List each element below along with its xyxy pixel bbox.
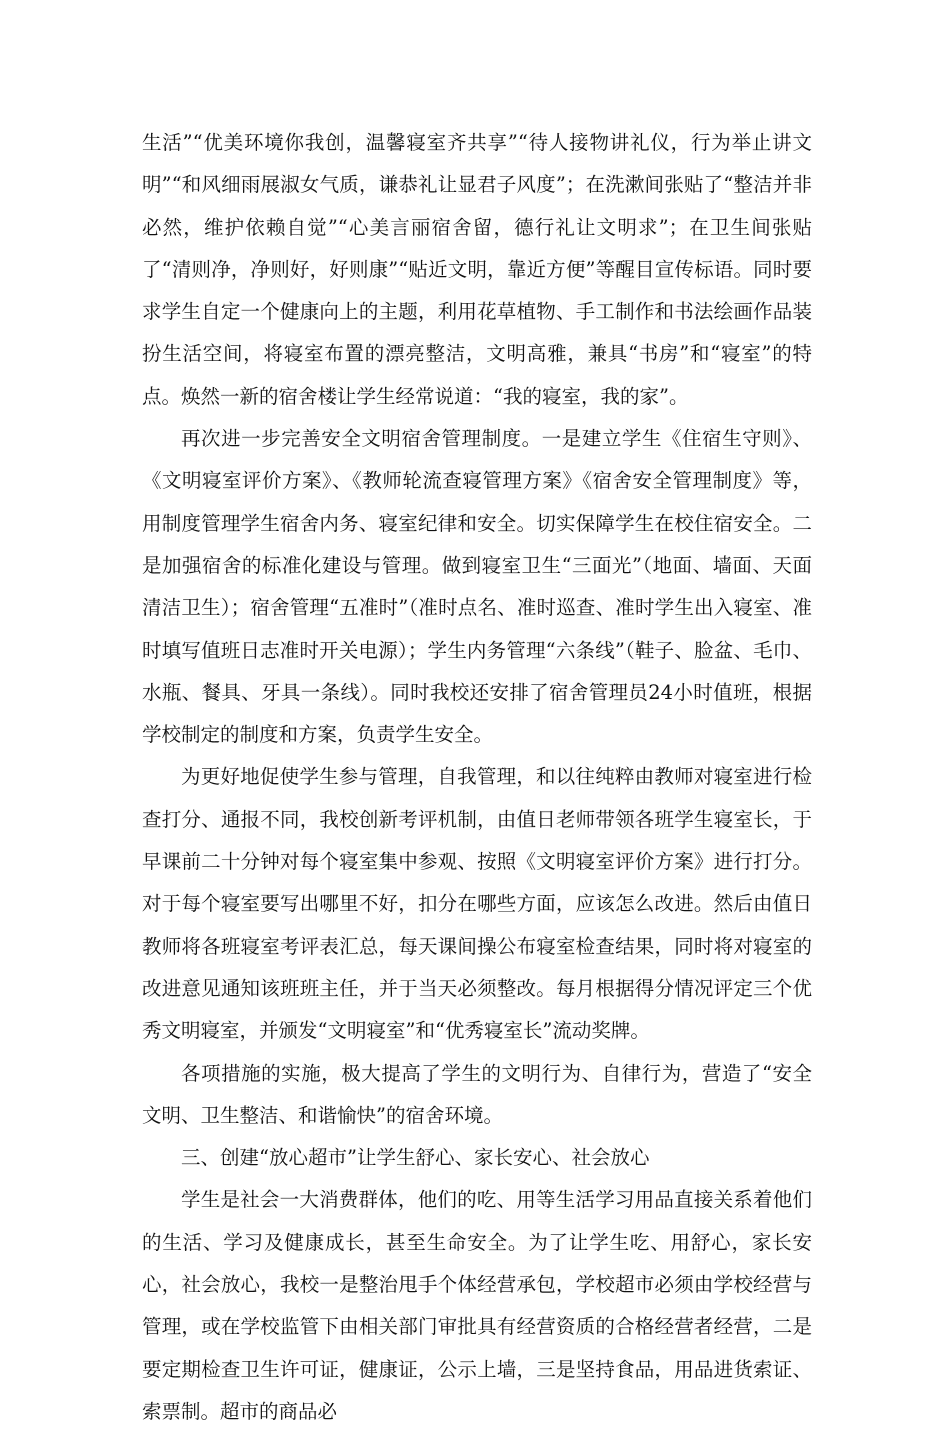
paragraph-dorm-rules: 再次进一步完善安全文明宿舍管理制度。一是建立学生《住宿生守则》、《文明寝室评价方案》、《教师轮流查寝管理方案》《宿舍安全管理制度》等，用制度管理学生宿舍内务、寝室纪律和安全。切实保障学生在校住宿安全。二是加强宿舍的标准化建设与管理。做到寝室卫生“三面光”（地面、墙面、天面清洁卫生）；宿舍管理“五准时”（准时点名、准时巡查、准时学生出入寝室、准时填写值班日志准时开关电源）；学生内务管理“六条线”（鞋子、脸盆、毛巾、水瓶、餐具、牙具一条线）。同时我校还安排了宿舍管理员24小时值班，根据学校制定的制度和方案，负责学生安全。: [142, 427, 812, 747]
paragraph-evaluation: 为更好地促使学生参与管理，自我管理，和以往纯粹由教师对寝室进行检查打分、通报不同，我校创新考评机制，由值日老师带领各班学生寝室长，于早课前二十分钟对每个寝室集中参观、按照《文明寝室评价方案》进行打分。对于每个寝室要写出哪里不好，扣分在哪些方面，应该怎么改进。然后由值日教师将各班寝室考评表汇总，每天课间操公布寝室检查结果，同时将对寝室的改进意见通知该班班主任，并于当天必须整改。每月根据得分情况评定三个优秀文明寝室，并颁发“文明寝室”和“优秀寝室长”流动奖牌。: [142, 765, 812, 1043]
section-heading: 三、创建“放心超市”让学生舒心、家长安心、社会放心: [181, 1146, 650, 1170]
document-body: [142, 122, 812, 1433]
paragraph-supermarket: 学生是社会一大消费群体，他们的吃、用等生活学习用品直接关系着他们的生活、学习及健康成长，甚至生命安全。为了让学生吃、用舒心，家长安心，社会放心，我校一是整治甩手个体经营承包，学校超市必须由学校经营与管理，或在学校监管下由相关部门审批具有经营资质的合格经营者经营，二是要定期检查卫生许可证，健康证，公示上墙，三是坚持食品，用品进货索证、索票制。超市的商品必: [142, 1188, 812, 1423]
paragraph-results: 各项措施的实施，极大提高了学生的文明行为、自律行为，营造了“安全文明、卫生整洁、和谐愉快”的宿舍环境。: [142, 1061, 812, 1127]
paragraph-continued: 生活”“优美环境你我创，温馨寝室齐共享”“待人接物讲礼仪，行为举止讲文明”“和风细雨展淑女气质，谦恭礼让显君子风度”；在洗漱间张贴了“整洁并非必然，维护依赖自觉”“心美言丽宿舍留，德行礼让文明求”；在卫生间张贴了“清则净，净则好，好则康”“贴近文明，靠近方便”等醒目宣传标语。同时要求学生自定一个健康向上的主题，利用花草植物、手工制作和书法绘画作品装扮生活空间，将寝室布置的漂亮整洁，文明高雅，兼具“书房”和“寝室”的特点。焕然一新的宿舍楼让学生经常说道：“我的寝室，我的家”。: [142, 131, 812, 408]
